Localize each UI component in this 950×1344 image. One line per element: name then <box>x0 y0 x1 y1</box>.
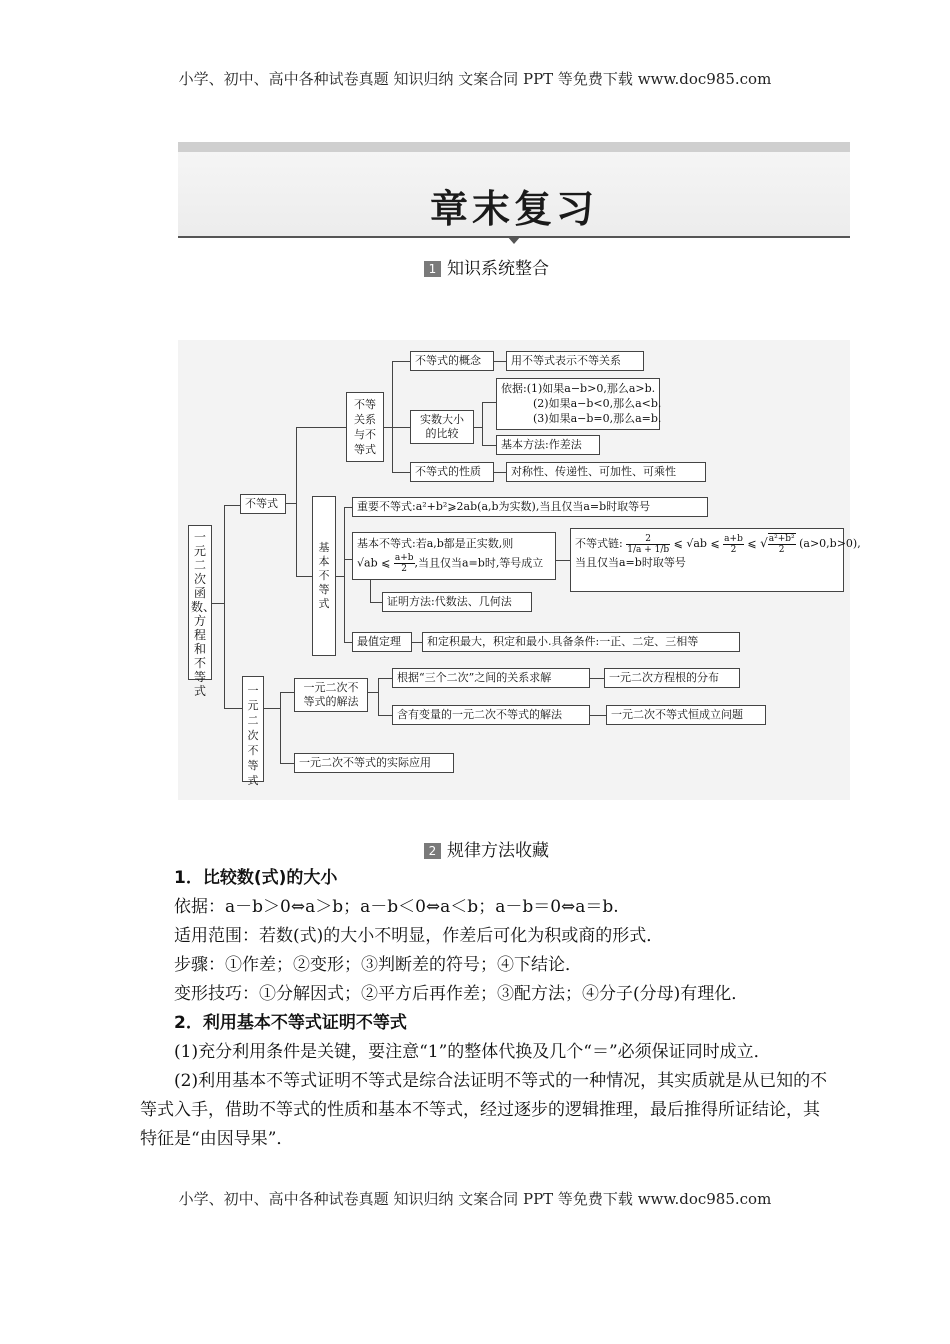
node-solve-a-detail: 一元二次方程根的分布 <box>604 668 740 688</box>
basic-def-line-1: 基本不等式:若a,b都是正实数,则 <box>357 537 514 550</box>
node-concept-detail: 用不等式表示不等关系 <box>506 351 644 371</box>
page-footer: 小学、初中、高中各种试卷真题 知识归纳 文案合同 PPT 等免费下载 www.doc985.com <box>178 1190 772 1208</box>
node-properties-detail: 对称性、传递性、可加性、可乘性 <box>506 462 706 482</box>
item-2-title: 2．利用基本不等式证明不等式 <box>174 1013 407 1033</box>
section-number-badge: 1 <box>424 261 441 277</box>
arithmetic-mean-fraction: $\frac{a+b}{2}$ <box>724 533 743 555</box>
sqrt-ab: √ab ⩽ <box>357 556 391 570</box>
page-header: 小学、初中、高中各种试卷真题 知识归纳 文案合同 PPT 等免费下载 www.doc985.com <box>178 70 772 88</box>
section-heading-1 <box>424 254 549 279</box>
methods-content <box>140 864 830 1154</box>
node-quadratic: 一元二次不等式 <box>242 676 264 782</box>
node-properties: 不等式的性质 <box>410 462 494 482</box>
banner-top-bar <box>178 142 850 152</box>
section-heading-2 <box>424 836 549 861</box>
basic-def-line-2: √ab ⩽ $\frac{a+b}{2}$ ,当且仅当a=b时,等号成立 <box>357 553 544 574</box>
quadratic-mean-fraction: $\frac{\text{a²+b²}}{2}$ <box>768 534 795 555</box>
node-relation: 不等关系与不等式 <box>346 392 384 462</box>
node-method: 基本方法:作差法 <box>496 435 600 455</box>
node-solve-b-detail: 一元二次不等式恒成立问题 <box>606 705 766 725</box>
node-basic-def <box>352 532 556 580</box>
node-solve-b: 含有变量的一元二次不等式的解法 <box>392 705 590 725</box>
item-2-paragraph-1: (1)充分利用条件是关键，要注意“1”的整体代换及几个“＝”必须保证同时成立． <box>174 1042 771 1062</box>
banner-arrow-icon <box>507 236 521 244</box>
node-compare: 实数大小的比较 <box>410 410 474 444</box>
section-title: 知识系统整合 <box>447 259 549 279</box>
node-basic-inequality: 基本不等式 <box>312 496 336 656</box>
node-extreme: 最值定理 <box>352 632 412 652</box>
node-basis <box>496 378 660 430</box>
node-concept: 不等式的概念 <box>410 351 494 371</box>
basis-line-1: 依据:(1)如果a−b>0,那么a>b. <box>501 382 656 395</box>
harmonic-mean-fraction: $\frac{2}{1/a + 1/b}$ <box>627 533 670 555</box>
node-solve: 一元二次不等式的解法 <box>294 678 368 712</box>
chain-line-2: 当且仅当a=b时取等号 <box>575 556 686 569</box>
chain-line-1: 不等式链: $\frac{2}{1/a + 1/b}$ ⩽ √ab ⩽ $\frac{a+b}{2}$ ⩽ √ $\frac{\text{a²+b²}}{2}$ (a>0,b>0), <box>575 533 861 555</box>
item-1-line-1: 依据：a－b＞0⇔a＞b；a－b＜0⇔a＜b；a－b＝0⇔a＝b. <box>174 897 619 917</box>
node-inequality: 不等式 <box>240 494 286 514</box>
fraction-a-plus-b-over-2: $\frac{a+b}{2}$ <box>394 553 414 574</box>
node-solve-a: 根据“三个二次”之间的关系求解 <box>392 668 590 688</box>
node-chain <box>570 528 861 592</box>
item-1-title: 1．比较数(式)的大小 <box>174 868 338 888</box>
node-proof: 证明方法:代数法、几何法 <box>382 592 532 612</box>
basis-line-2: (2)如果a−b<0,那么a<b. <box>533 397 662 410</box>
chapter-title: 章末复习 <box>429 187 598 231</box>
knowledge-map <box>178 340 861 800</box>
node-extreme-detail: 和定积最大，积定和最小.具备条件:一正、二定、三相等 <box>422 632 740 652</box>
section-number-badge: 2 <box>424 843 441 859</box>
node-apply: 一元二次不等式的实际应用 <box>294 753 454 773</box>
section-title: 规律方法收藏 <box>447 841 549 861</box>
item-1-line-4: 变形技巧：①分解因式；②平方后再作差；③配方法；④分子(分母)有理化． <box>174 984 749 1004</box>
item-1-line-2: 适用范围：若数(式)的大小不明显，作差后可化为积或商的形式． <box>174 926 664 946</box>
item-2-paragraph-2: (2)利用基本不等式证明不等式是综合法证明不等式的一种情况，其实质就是从已知的不等式入手，借助不等式的性质和基本不等式，经过逐步的逻辑推理，最后推得所证结论，其特征是“由因导果”． <box>140 1071 828 1149</box>
node-important-inequality: 重要不等式:a²+b²⩾2ab(a,b为实数),当且仅当a=b时取等号 <box>352 497 708 517</box>
node-root: 一元二次函数、方程和不等式 <box>188 525 212 680</box>
item-1-line-3: 步骤：①作差；②变形；③判断差的符号；④下结论． <box>174 955 582 975</box>
basis-line-3: (3)如果a−b=0,那么a=b. <box>533 412 662 425</box>
